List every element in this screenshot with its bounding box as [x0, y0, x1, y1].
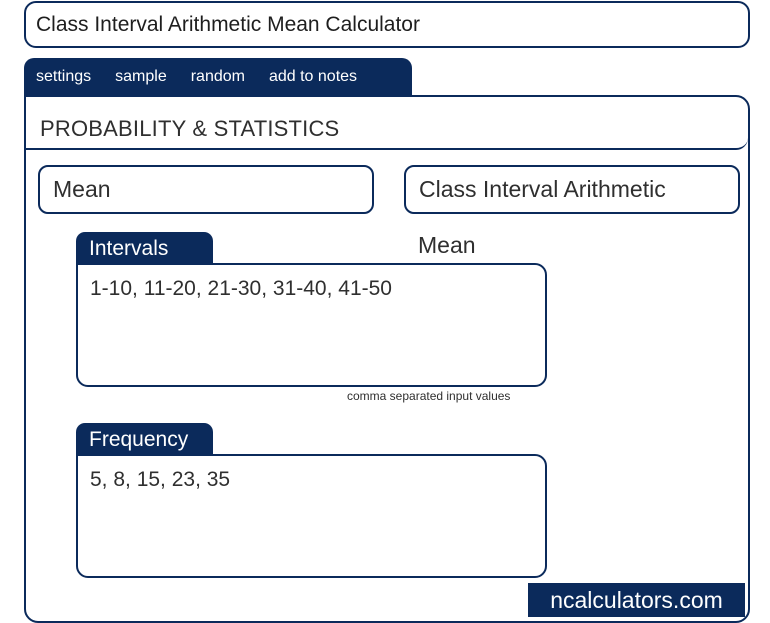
frequency-input[interactable]	[76, 454, 547, 578]
tab-sample[interactable]: sample	[115, 68, 167, 85]
tab-bar	[24, 58, 412, 96]
intervals-label: Intervals	[76, 232, 213, 265]
page-subtitle: Mean	[418, 232, 476, 258]
tab-add-to-notes[interactable]: add to notes	[268, 68, 358, 85]
calculator-panel	[24, 95, 750, 623]
breadcrumb-class-interval-label: Class Interval Arithmetic	[419, 176, 666, 202]
breadcrumb-mean[interactable]	[38, 165, 374, 214]
intervals-input[interactable]	[76, 263, 547, 387]
brand-logo-text: ncalculators.com	[550, 586, 723, 613]
breadcrumb-mean-label: Mean	[53, 176, 111, 202]
tab-random[interactable]: random	[190, 68, 245, 85]
category-label: PROBABILITY & STATISTICS	[40, 116, 340, 141]
calculator-title-text: Class Interval Arithmetic Mean Calculator	[36, 12, 420, 36]
calculator-title	[24, 1, 750, 48]
category-heading	[26, 97, 748, 150]
frequency-label: Frequency	[76, 423, 213, 456]
tab-settings[interactable]: settings	[36, 68, 92, 85]
intervals-hint: comma separated input values	[347, 389, 511, 403]
brand-logo[interactable]	[528, 583, 745, 617]
breadcrumb-class-interval-arithmetic[interactable]	[404, 165, 740, 214]
